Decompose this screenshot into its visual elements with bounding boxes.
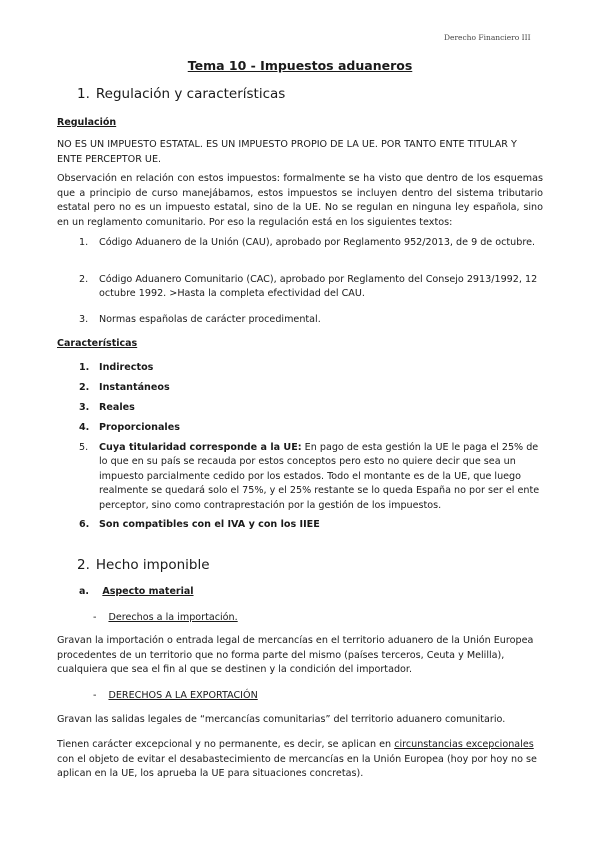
list-text: Normas españolas de carácter procedimental.: [99, 314, 321, 325]
exportacion-label: DERECHOS A LA EXPORTACIÓN: [108, 690, 258, 701]
section-1-heading: [77, 86, 285, 102]
sub-letter: a.: [79, 586, 90, 597]
list-text: Código Aduanero de la Unión (CAU), aprobado por Reglamento 952/2013, de 9 de octubre.: [99, 237, 536, 248]
caracteristicas-label: Características: [57, 338, 138, 349]
circunstancias-excepcionales: circunstancias excepcionales: [394, 739, 534, 750]
list-number: 4.: [79, 422, 90, 433]
document-title: Tema 10 - Impuestos aduaneros: [187, 58, 413, 73]
list-number: 1.: [79, 362, 90, 373]
characteristic-item-1: [79, 361, 543, 375]
list-text-bold: Cuya titularidad corresponde a la UE:: [99, 442, 302, 453]
section-1-title: Regulación y características: [95, 86, 286, 102]
aspecto-material-label: Aspecto material: [102, 586, 194, 597]
paragraph-not-state-tax: NO ES UN IMPUESTO ESTATAL. ES UN IMPUESTO PROPIO DE LA UE. POR TANTO ENTE TITULAR Y ENTE PERCEPTOR UE.: [57, 139, 517, 165]
regulacion-label: Regulación: [57, 117, 117, 128]
list-text: Reales: [99, 402, 135, 413]
importacion-label: Derechos a la importación.: [108, 612, 238, 623]
section-2-title: Hecho imponible: [95, 557, 210, 573]
exportacion-item: [93, 690, 258, 701]
characteristic-item-4: [79, 421, 543, 435]
list-text: Proporcionales: [99, 422, 180, 433]
characteristic-item-3: [79, 401, 543, 415]
legal-text-item-3: [79, 313, 543, 327]
characteristic-item-5: [79, 441, 543, 513]
characteristic-item-6: [79, 518, 543, 532]
paragraph-observation: Observación en relación con estos impuestos: formalmente se ha visto que dentro de los esquemas que a principio de curso manejábamos, estos impuestos se incluyen dentro del sistema tributario estatal pero no es un impuesto estatal, sino de la UE. No se regulan en ninguna ley española, sino en un reglamento comunitario. Por eso la regulación está en los siguientes textos:: [57, 173, 543, 228]
list-number: 2.: [79, 274, 89, 285]
list-text: Instantáneos: [99, 382, 170, 393]
list-text: Código Aduanero Comunitario (CAC), aprobado por Reglamento del Consejo 2913/1992, 12 octubre 1992. >Hasta la completa efectividad del CAU.: [99, 274, 538, 300]
list-number: 3.: [79, 402, 90, 413]
list-number: 2.: [79, 382, 90, 393]
legal-text-item-2: [79, 273, 543, 302]
list-text: Indirectos: [99, 362, 154, 373]
importacion-item: [93, 612, 238, 623]
header-note: Derecho Financiero III: [444, 33, 531, 42]
paragraph-excepcional-b: con el objeto de evitar el desabastecimiento de mercancías en la Unión Europea (hoy por hoy no se aplican en la UE, los aprueba la UE para situaciones concretas).: [57, 753, 537, 780]
list-number: 6.: [79, 519, 90, 530]
dash-bullet: -: [93, 690, 97, 701]
section-2-heading: [77, 557, 210, 573]
list-number: 1.: [79, 237, 89, 248]
list-text: Son compatibles con el IVA y con los IIEE: [99, 519, 320, 530]
paragraph-excepcional: [57, 738, 543, 782]
paragraph-importacion: Gravan la importación o entrada legal de mercancías en el territorio aduanero de la Unión Europea procedentes de un territorio que no forma parte del mismo (países terceros, Ceuta y Melilla), cualquiera que sea el fin al que se destinen y la condición del importador.: [57, 635, 534, 676]
section-1-number: 1.: [77, 86, 90, 102]
aspecto-material-heading: [79, 586, 194, 597]
list-number: 3.: [79, 314, 89, 325]
list-text: [79, 441, 543, 513]
list-number: 5.: [79, 442, 89, 453]
dash-bullet: -: [93, 612, 97, 623]
section-2-number: 2.: [77, 557, 90, 573]
characteristic-item-2: [79, 381, 543, 395]
list-text-rest: En pago de esta gestión la UE le paga el 25% de lo que en su país se recauda por estos conceptos pero esto no quiere decir que sea un impuesto parcialmente cedido por los estados. Todo el montante es de la UE, que luego realmente se quedará solo el 75%, y el 25% restante se lo queda España no por ser el ente perceptor, sino como contraprestación por la gestión de los impuestos.: [99, 442, 540, 511]
paragraph-excepcional-a: Tienen carácter excepcional y no permanente, es decir, se aplican en: [57, 739, 395, 750]
legal-text-item-1: [79, 236, 543, 250]
paragraph-exportacion: Gravan las salidas legales de “mercancías comunitarias” del territorio aduanero comunitario.: [57, 714, 506, 725]
